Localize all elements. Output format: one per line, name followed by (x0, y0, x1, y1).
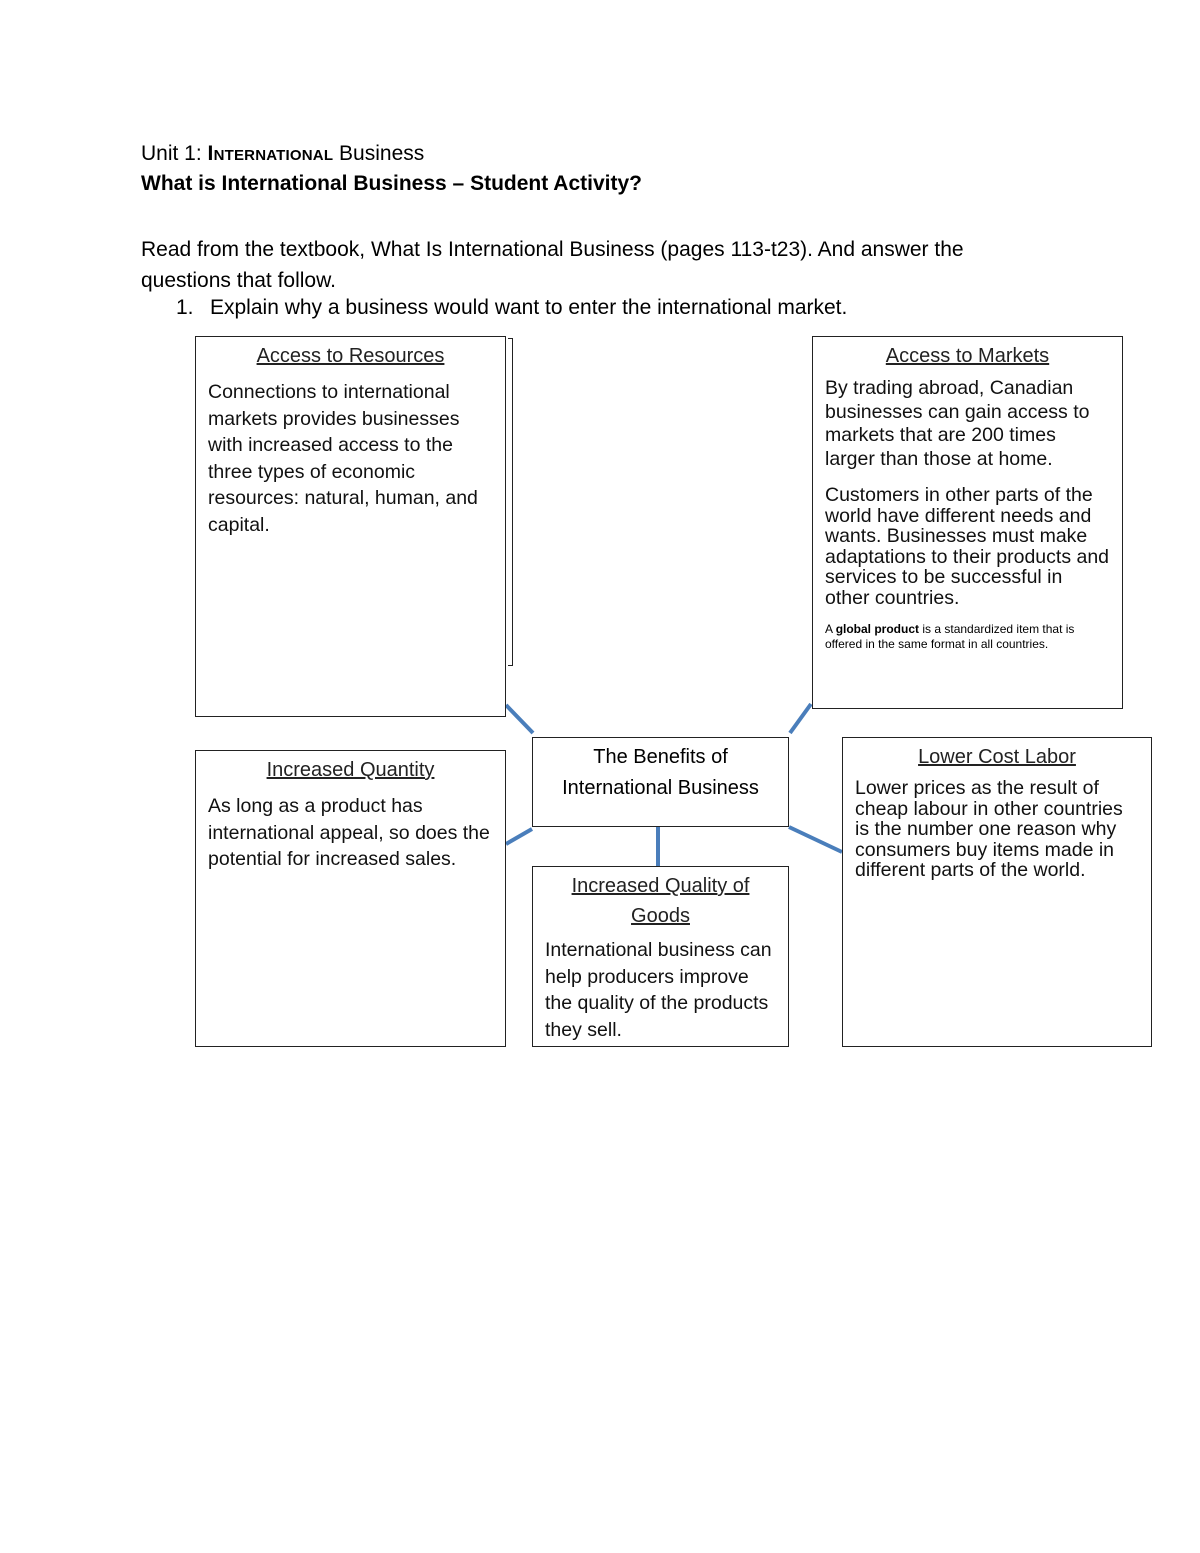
access-to-markets-text-1: By trading abroad, Canadian businesses can gain access to markets that are 200 times larger than those at home. (825, 377, 1090, 470)
access-to-resources-box (195, 336, 506, 717)
increased-quality-text: International business can help producers improve the quality of the products they sell. (545, 939, 772, 1041)
increased-quantity-heading: Increased Quantity (266, 759, 435, 781)
unit-prefix: Unit 1: (141, 142, 202, 165)
lower-cost-labor-text: Lower prices as the result of cheap labour in other countries is the number one reason why consumers buy items made in different parts of the world. (855, 777, 1123, 881)
access-to-markets-box (812, 336, 1123, 709)
global-product-note-prefix: A (825, 622, 833, 636)
lower-cost-labor-box (842, 737, 1152, 1047)
intro-paragraph: Read from the textbook, What Is International Business (pages 113-t23). And answer the questions that follow. (141, 238, 964, 292)
center-title-line-2: International Business (562, 777, 759, 799)
increased-quality-heading: Increased Quality of Goods (571, 875, 750, 927)
unit-suffix: Business (339, 142, 425, 165)
increased-quantity-box (195, 750, 506, 1047)
center-title-line-1: The Benefits of (593, 746, 728, 768)
question-number: 1. (176, 296, 194, 319)
connector-resources (506, 705, 533, 733)
connector-quantity (506, 829, 532, 844)
global-product-note (825, 622, 1110, 652)
lower-cost-labor-heading: Lower Cost Labor (918, 746, 1076, 768)
document-title: What is International Business – Student Activity? (141, 172, 642, 195)
global-product-term: global product (835, 622, 920, 636)
benefits-center-title (541, 742, 780, 804)
access-to-resources-heading: Access to Resources (256, 345, 445, 367)
connector-markets (790, 704, 811, 733)
increased-quantity-text: As long as a product has international appeal, so does the potential for increased sales. (208, 795, 490, 870)
increased-quality-box (532, 866, 789, 1047)
connector-labor (789, 827, 842, 852)
benefits-center-box (532, 737, 789, 827)
access-to-resources-text: Connections to international markets provides businesses with increased access to the three types of economic resources: natural, human, and capital. (208, 381, 478, 536)
access-to-markets-heading: Access to Markets (885, 345, 1050, 367)
question-text: Explain why a business would want to enter the international market. (210, 296, 848, 319)
access-to-markets-text-2: Customers in other parts of the world have different needs and wants. Businesses must make adaptations to their products and services to be successful in other countries. (825, 484, 1110, 609)
unit-smallcaps-word: International (207, 142, 334, 165)
global-product-note-rest: is a standardized item that is offered in the same format in all countries. (825, 622, 1075, 651)
